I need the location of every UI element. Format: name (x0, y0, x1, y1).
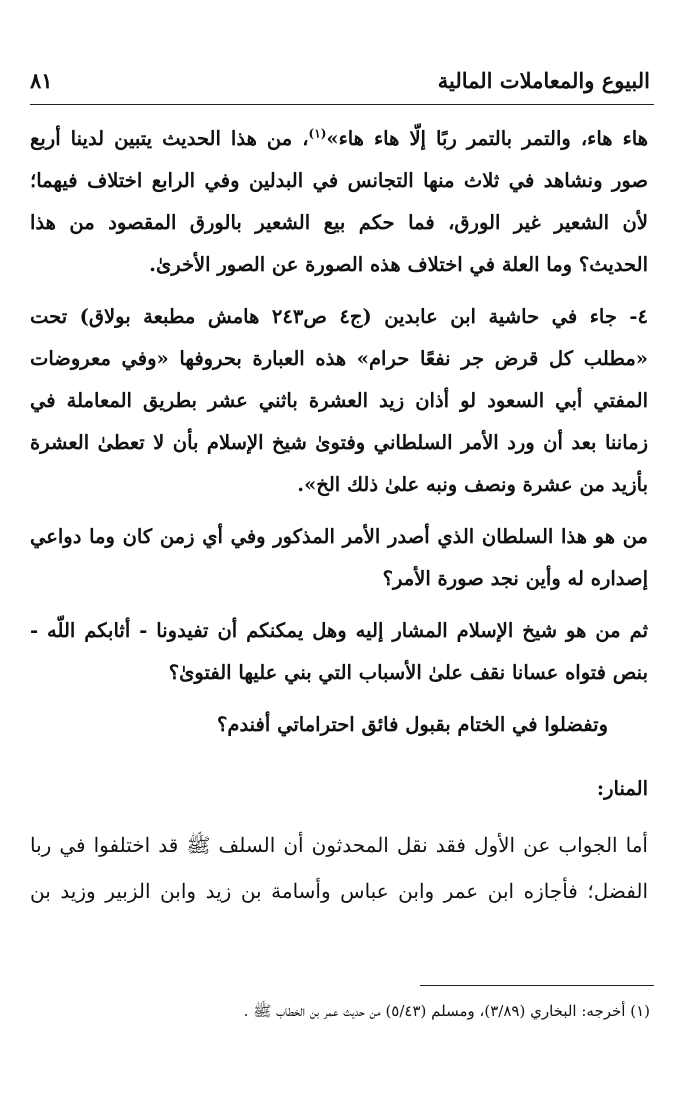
footnote: (١) أخرجه: البخاري (٣/٨٩)، ومسلم (٥/٤٣) من حديث عمر بن الخطاب ﷺ . (243, 1002, 650, 1020)
answer-text: أما الجواب عن الأول فقد نقل المحدثون أن السلف ﷺ قد اختلفوا في ربا الفضل؛ فأجازه ابن عمر وابن عباس وأسامة بن زيد وابن الزبير وزيد بن (30, 833, 648, 903)
closing-line: وتفضلوا في الختام بقبول فائق احتراماتي أفندم؟ (217, 713, 608, 736)
paragraph-text: هاء هاء، والتمر بالتمر ربًا إلّا هاء هاء» (326, 127, 648, 150)
running-header (30, 60, 650, 100)
paragraph-sultan-question: من هو هذا السلطان الذي أصدر الأمر المذكور وفي أي زمن كان وما دواعي إصداره له وأين نجد صورة الأمر؟ (30, 525, 648, 590)
paragraph-hadith (30, 118, 648, 286)
paragraph-text: ، من هذا الحديث يتبين لدينا أربع صور ونشاهد في ثلاث منها التجانس في البدلين وفي الرابع اختلاف فيهما؛ لأن الشعير غير الورق، فما حكم بيع الشعير بالورق المقصود من هذا الحديث؟ وما العلة في اختلاف هذه الصورة عن الصور الأخرىٰ. (30, 127, 648, 276)
answer-label: المنار: (596, 777, 648, 800)
paragraph-sheikh-question: ثم من هو شيخ الإسلام المشار إليه وهل يمكنكم أن تفيدونا - أثابكم اللّه - بنص فتواه عسانا نقف علىٰ الأسباب التي بني عليها الفتوىٰ؟ (30, 619, 648, 684)
page-body (30, 118, 648, 914)
running-title: البيوع والمعاملات المالية (437, 67, 650, 93)
footnote-reference: (١) (308, 126, 327, 141)
page-number: ٨١ (30, 67, 53, 93)
footnote-divider (420, 985, 654, 986)
paragraph-question-4: ٤- جاء في حاشية ابن عابدين (ج٤ ص٢٤٣ هامش مطبعة بولاق) تحت «مطلب كل قرض جر نفعًا حرام» هذه العبارة بحروفها «وفي معروضات المفتي أبي السعود لو أذان زيد العشرة باثني عشر بطريق المعاملة في زماننا بعد أن ورد الأمر السلطاني وفتوىٰ شيخ الإسلام بأن لا تعطىٰ العشرة بأزيد من عشرة ونصف ونبه علىٰ ذلك الخ». (30, 305, 648, 496)
header-divider (30, 104, 654, 105)
